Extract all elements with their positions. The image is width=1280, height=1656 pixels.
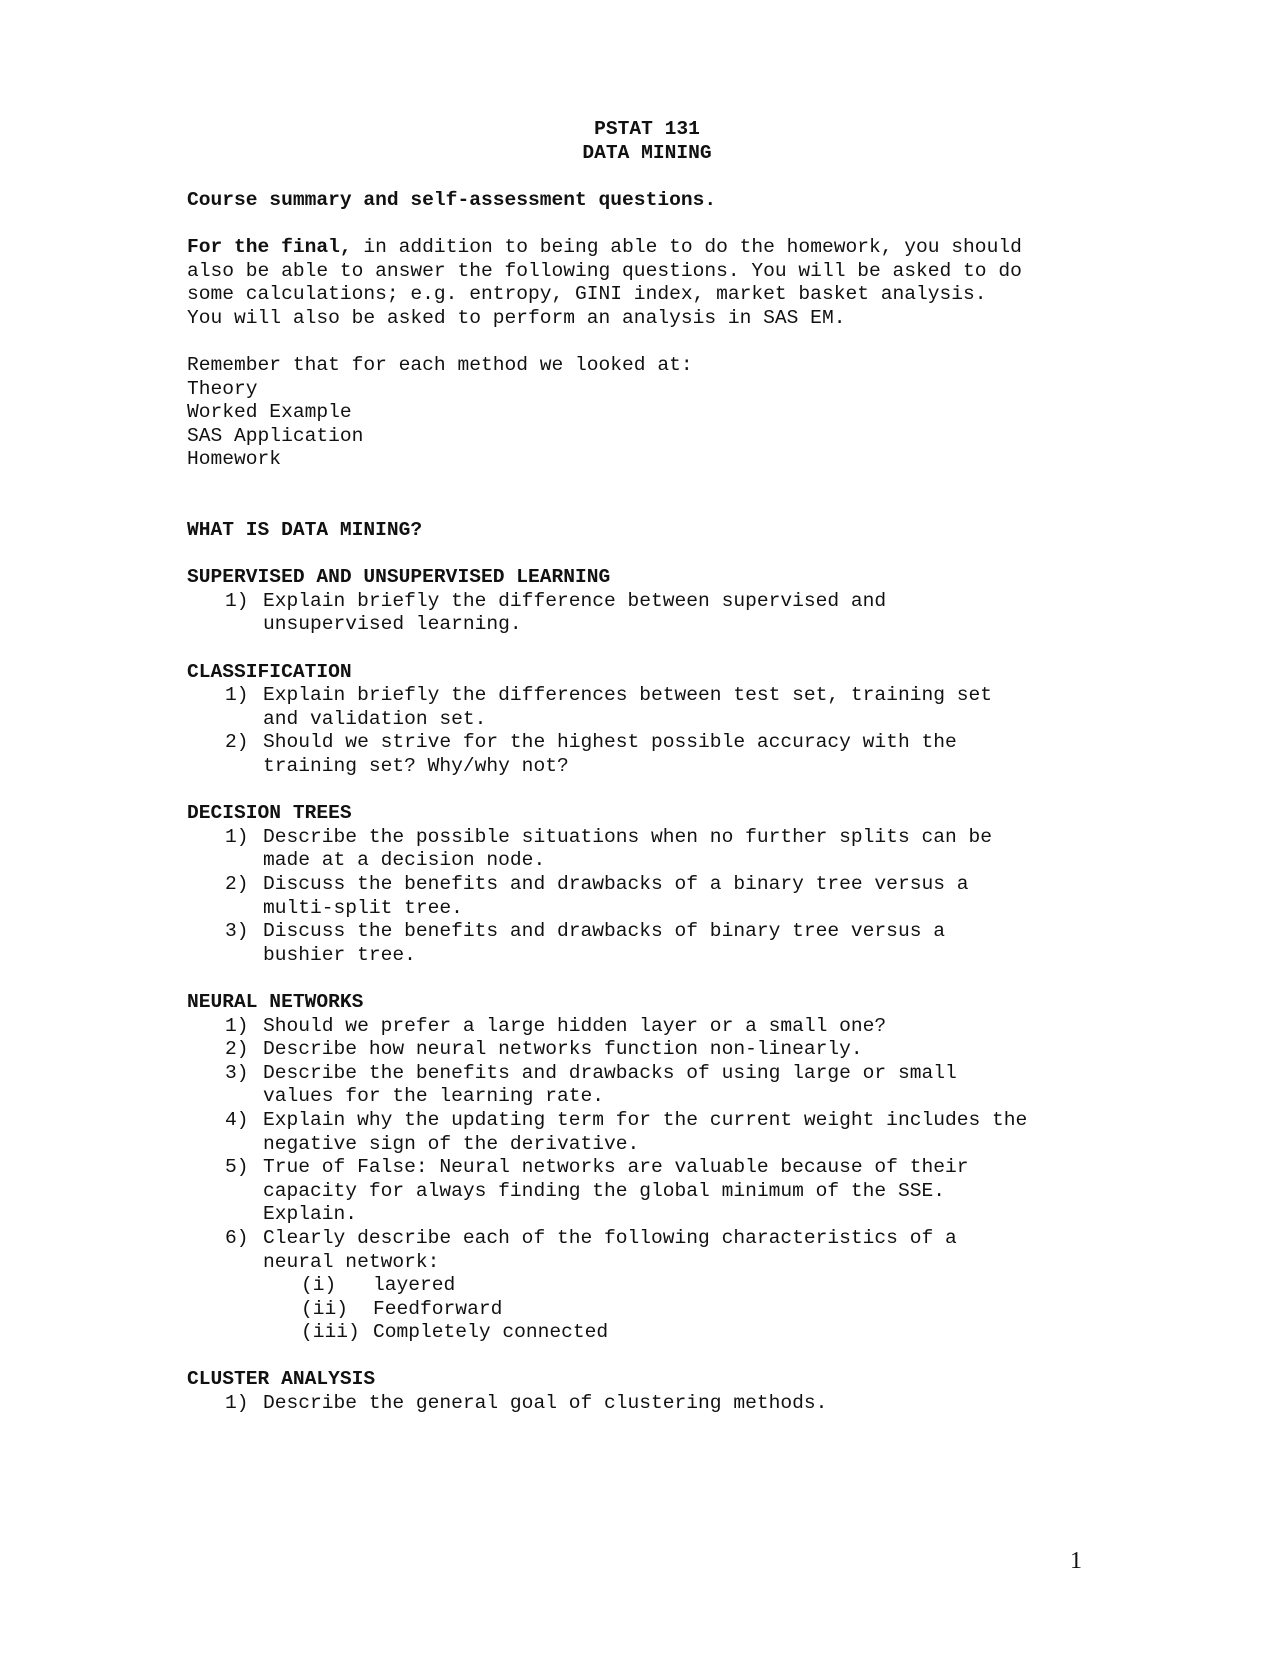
section-heading-classification: CLASSIFICATION [187,660,352,683]
question-line: True of False: Neural networks are valuable because of their [263,1156,969,1179]
question-line: Explain briefly the differences between test set, training set [263,684,993,707]
question-item [187,1109,1107,1156]
remember-item: Theory [187,377,258,400]
intro-paragraph [187,236,1107,330]
section-heading-neural-networks: NEURAL NETWORKS [187,990,364,1013]
sub-item [263,1298,1107,1322]
question-line: values for the learning rate. [263,1085,604,1108]
question-line: training set? Why/why not? [263,755,569,778]
remember-item: Worked Example [187,401,352,424]
page-number: 1 [1070,1548,1082,1574]
sub-item-text: Completely connected [373,1321,609,1344]
question-line: negative sign of the derivative. [263,1132,640,1155]
sub-item-number: (i) [301,1274,337,1297]
remember-block [187,354,1107,472]
intro-line: also be able to answer the following questions. You will be asked to do [187,259,1022,282]
question-item [187,1038,1107,1062]
question-number: 4) [225,1108,249,1131]
question-item [187,826,1107,873]
remember-item: Homework [187,448,282,471]
question-number: 5) [225,1156,249,1179]
question-line: and validation set. [263,707,487,730]
question-item [187,1062,1107,1109]
question-item [187,873,1107,920]
sub-item-text: Feedforward [373,1297,503,1320]
question-number: 1) [225,1392,249,1415]
question-line: Explain briefly the difference between supervised and [263,589,887,612]
question-line: neural network: [263,1250,440,1273]
section-heading-supervised: SUPERVISED AND UNSUPERVISED LEARNING [187,566,611,589]
question-line: Describe the general goal of clustering methods. [263,1392,828,1415]
summary-heading: Course summary and self-assessment questions. [187,188,717,211]
question-line: unsupervised learning. [263,613,522,636]
question-line: Clearly describe each of the following characteristics of a [263,1226,957,1249]
question-line: made at a decision node. [263,849,546,872]
question-line: Explain. [263,1203,358,1226]
section-heading-cluster-analysis: CLUSTER ANALYSIS [187,1368,376,1391]
remember-item: SAS Application [187,424,364,447]
question-item [187,1392,1107,1416]
question-line: Explain why the updating term for the current weight includes the [263,1108,1028,1131]
question-number: 3) [225,1061,249,1084]
section-heading-what-is-data-mining: WHAT IS DATA MINING? [187,519,423,542]
question-number: 2) [225,1038,249,1061]
intro-lead: For the final, [187,235,352,258]
intro-line: some calculations; e.g. entropy, GINI index, market basket analysis. [187,283,987,306]
document-page [187,118,1107,1416]
question-number: 1) [225,589,249,612]
intro-line: You will also be asked to perform an analysis in SAS EM. [187,306,846,329]
question-line: bushier tree. [263,943,416,966]
sub-item [263,1274,1107,1298]
question-line: multi-split tree. [263,896,463,919]
question-number: 1) [225,1014,249,1037]
question-item [187,731,1107,778]
section-heading-decision-trees: DECISION TREES [187,802,352,825]
question-line: Should we strive for the highest possible accuracy with the [263,731,957,754]
question-item [187,920,1107,967]
course-title: DATA MINING [582,141,712,164]
question-item [187,1015,1107,1039]
sub-item-number: (ii) [301,1297,349,1320]
question-item [187,590,1107,637]
question-line: Describe how neural networks function non-linearly. [263,1038,863,1061]
sub-item-number: (iii) [301,1321,360,1344]
question-number: 3) [225,920,249,943]
question-number: 2) [225,873,249,895]
sub-item [263,1321,1107,1345]
intro-line: in addition to being able to do the homework, you should [351,235,1022,258]
question-item [187,1156,1107,1227]
question-line: Describe the benefits and drawbacks of using large or small [263,1061,957,1084]
question-item [187,684,1107,731]
question-item [187,1227,1107,1345]
question-line: Discuss the benefits and drawbacks of a binary tree versus a [263,873,969,895]
sub-item-text: layered [373,1274,456,1297]
question-line: Describe the possible situations when no further splits can be [263,825,993,848]
question-line: Discuss the benefits and drawbacks of binary tree versus a [263,920,945,943]
course-code: PSTAT 131 [594,118,700,140]
question-line: Should we prefer a large hidden layer or a small one? [263,1014,887,1037]
question-line: capacity for always finding the global minimum of the SSE. [263,1179,945,1202]
question-number: 6) [225,1226,249,1249]
remember-line: Remember that for each method we looked at: [187,353,693,376]
question-number: 2) [225,731,249,754]
question-number: 1) [225,825,249,848]
question-number: 1) [225,684,249,707]
